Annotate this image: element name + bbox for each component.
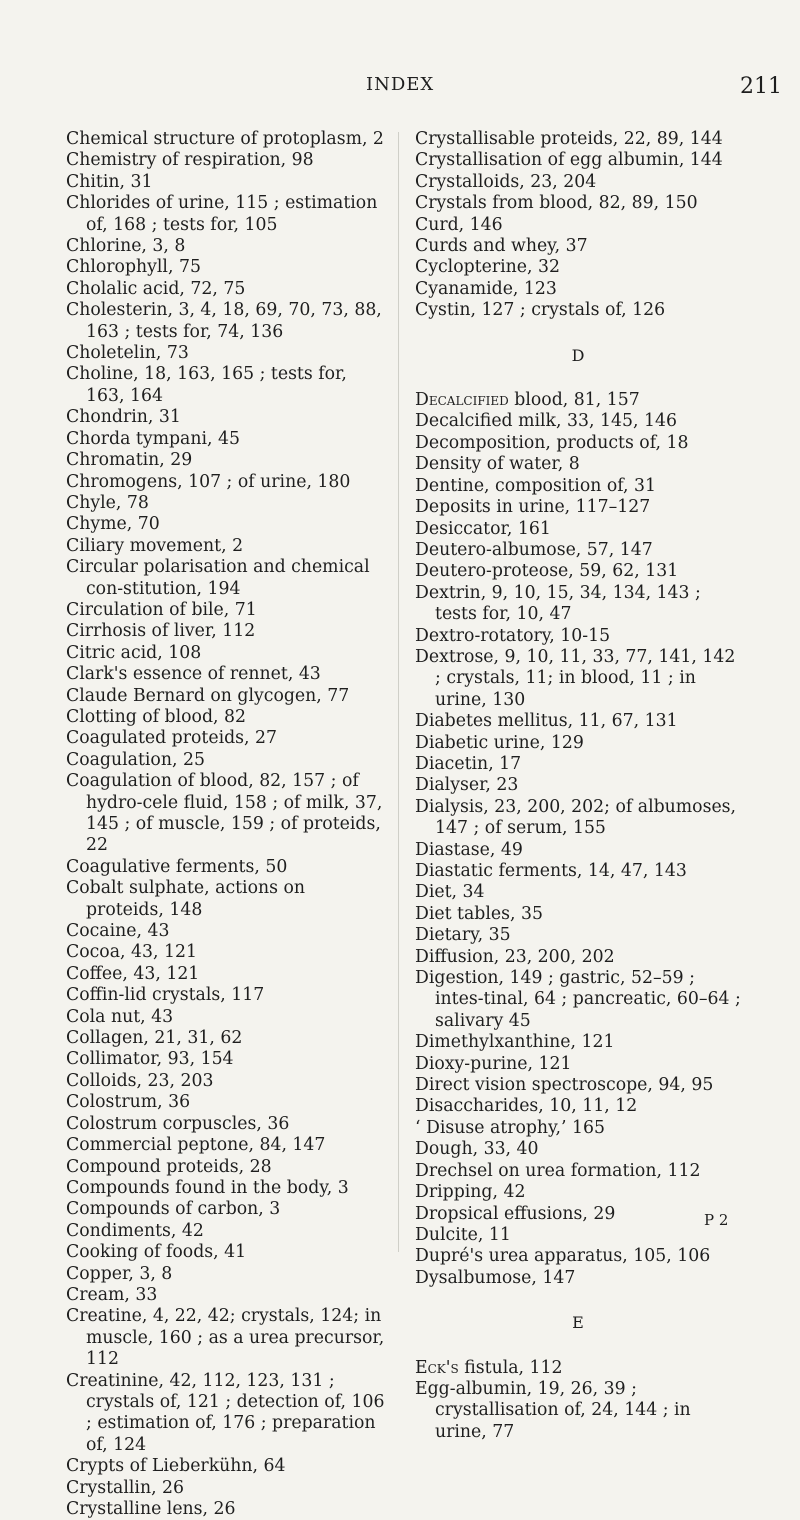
index-entry: Drechsel on urea formation, 112 bbox=[415, 1160, 701, 1181]
index-entry: Creatine, 4, 22, 42; crystals, 124; in muscle, 160 ; as a urea precursor, 112 bbox=[66, 1306, 385, 1370]
index-entry: Choline, 18, 163, 165 ; tests for, 163, 164 bbox=[66, 364, 347, 406]
column-divider bbox=[398, 132, 399, 1252]
index-entry: Desiccator, 161 bbox=[415, 518, 551, 539]
index-entry: Dietary, 35 bbox=[415, 925, 511, 946]
index-entry: Coffee, 43, 121 bbox=[66, 963, 200, 984]
index-entry: Chitin, 31 bbox=[66, 171, 153, 192]
index-entry: Dextrin, 9, 10, 15, 34, 134, 143 ; tests for, 10, 47 bbox=[415, 582, 701, 625]
index-entry: Cocoa, 43, 121 bbox=[66, 942, 197, 963]
index-entry: Compound proteids, 28 bbox=[66, 1156, 272, 1177]
index-entry: Cocaine, 43 bbox=[66, 921, 170, 942]
index-entry: Dialysis, 23, 200, 202; of albumoses, 147 ; of serum, 155 bbox=[415, 796, 737, 839]
index-entry: ‘ Disuse atrophy,’ 165 bbox=[415, 1117, 605, 1138]
index-entry: Crystallin, 26 bbox=[66, 1477, 185, 1498]
index-entry bbox=[415, 390, 741, 411]
index-entry: Disaccharides, 10, 11, 12 bbox=[415, 1096, 638, 1117]
index-group-c-continued bbox=[415, 129, 741, 322]
entry-headword: Eck's bbox=[415, 1357, 459, 1378]
index-entry: Diastatic ferments, 14, 47, 143 bbox=[415, 861, 687, 881]
index-entry: Circular polarisation and chemical con-stitution, 194 bbox=[66, 557, 370, 599]
index-entry: Diffusion, 23, 200, 202 bbox=[415, 946, 615, 967]
page-number: 211 bbox=[740, 74, 782, 99]
section-letter-e: E bbox=[572, 1313, 584, 1333]
index-entry: Colloids, 23, 203 bbox=[66, 1070, 214, 1091]
index-entry: Deutero-albumose, 57, 147 bbox=[415, 539, 653, 560]
index-entry: Coagulation, 25 bbox=[66, 749, 205, 770]
index-entry: Clotting of blood, 82 bbox=[66, 706, 246, 727]
index-entry: Egg-albumin, 19, 26, 39 ; crystallisation of, 24, 144 ; in urine, 77 bbox=[415, 1378, 691, 1442]
index-entry: Diabetic urine, 129 bbox=[415, 732, 584, 753]
entry-headword: Decalcified bbox=[415, 390, 509, 411]
index-entry: Cyanamide, 123 bbox=[415, 278, 557, 299]
index-entry: Compounds found in the body, 3 bbox=[66, 1177, 349, 1198]
page-header bbox=[0, 74, 800, 104]
index-entry: Coffin-lid crystals, 117 bbox=[66, 985, 265, 1006]
index-entry: Dripping, 42 bbox=[415, 1182, 526, 1203]
index-entry: Chorda tympani, 45 bbox=[66, 428, 240, 449]
index-entry: Cystin, 127 ; crystals of, 126 bbox=[415, 300, 666, 321]
index-entry: Diacetin, 17 bbox=[415, 753, 522, 774]
index-entry: Crystallisation of egg albumin, 144 bbox=[415, 150, 723, 171]
index-entry: Condiments, 42 bbox=[66, 1220, 204, 1241]
index-entry: Curds and whey, 37 bbox=[415, 236, 588, 257]
index-entry: Choletelin, 73 bbox=[66, 343, 189, 364]
index-entry: Diabetes mellitus, 11, 67, 131 bbox=[415, 711, 678, 732]
entry-text: blood, 81, 157 bbox=[508, 390, 640, 411]
index-entry: Chromogens, 107 ; of urine, 180 bbox=[66, 471, 351, 492]
index-entry: Crystallisable proteids, 22, 89, 144 bbox=[415, 129, 723, 149]
index-entry: Cirrhosis of liver, 112 bbox=[66, 621, 256, 642]
index-entry: Dulcite, 11 bbox=[415, 1224, 511, 1245]
index-entry: Chemistry of respiration, 98 bbox=[66, 150, 314, 171]
index-entry: Chondrin, 31 bbox=[66, 407, 181, 428]
index-entry: Dropsical effusions, 29 bbox=[415, 1203, 616, 1224]
index-entry: Coagulative ferments, 50 bbox=[66, 856, 288, 877]
index-entry: Diet tables, 35 bbox=[415, 903, 543, 924]
index-entry: Citric acid, 108 bbox=[66, 642, 202, 663]
index-entry: Claude Bernard on glycogen, 77 bbox=[66, 685, 350, 706]
index-entry: Digestion, 149 ; gastric, 52–59 ; intes-tinal, 64 ; pancreatic, 60–64 ; salivary 45 bbox=[415, 968, 741, 1031]
index-entry: Commercial peptone, 84, 147 bbox=[66, 1135, 326, 1156]
index-entry: Chlorine, 3, 8 bbox=[66, 236, 186, 257]
index-entry: Cholesterin, 3, 4, 18, 69, 70, 73, 88, 163 ; tests for, 74, 136 bbox=[66, 300, 382, 342]
index-entry: Chromatin, 29 bbox=[66, 450, 193, 471]
index-entry: Diet, 34 bbox=[415, 882, 485, 903]
index-entry: Deutero-proteose, 59, 62, 131 bbox=[415, 561, 679, 582]
entry-text: fistula, 112 bbox=[458, 1357, 563, 1378]
index-entry: Cyclopterine, 32 bbox=[415, 257, 560, 278]
index-entry: Circulation of bile, 71 bbox=[66, 599, 257, 620]
index-entry: Crystalloids, 23, 204 bbox=[415, 171, 597, 192]
running-title: INDEX bbox=[366, 74, 435, 95]
index-entry: Curd, 146 bbox=[415, 214, 503, 235]
index-entry: Collagen, 21, 31, 62 bbox=[66, 1028, 243, 1049]
index-entry: Direct vision spectroscope, 94, 95 bbox=[415, 1075, 714, 1096]
index-entry: Cholalic acid, 72, 75 bbox=[66, 278, 246, 299]
index-entry bbox=[415, 1358, 741, 1379]
index-entry: Chlorophyll, 75 bbox=[66, 257, 201, 278]
index-entry: Crystalline lens, 26 bbox=[66, 1499, 236, 1519]
index-entry: Compounds of carbon, 3 bbox=[66, 1199, 281, 1220]
index-entry: Coagulation of blood, 82, 157 ; of hydro-cele fluid, 158 ; of milk, 37, 145 ; of muscle, 159 ; of proteids, 22 bbox=[66, 771, 383, 856]
index-entry: Chyle, 78 bbox=[66, 492, 149, 513]
index-entry: Decomposition, products of, 18 bbox=[415, 432, 689, 453]
index-entry: Cobalt sulphate, actions on proteids, 148 bbox=[66, 878, 306, 920]
index-entry: Coagulated proteids, 27 bbox=[66, 728, 278, 749]
index-entry: Density of water, 8 bbox=[415, 454, 580, 475]
index-entry: Decalcified milk, 33, 145, 146 bbox=[415, 411, 677, 432]
index-entry: Clark's essence of rennet, 43 bbox=[66, 664, 321, 685]
index-group-d bbox=[415, 411, 741, 1289]
section-letter-d: D bbox=[571, 345, 585, 365]
index-entry: Ciliary movement, 2 bbox=[66, 535, 244, 556]
signature-mark: P 2 bbox=[704, 1211, 729, 1229]
index-entry: Dextro-rotatory, 10-15 bbox=[415, 625, 611, 646]
index-entry: Dimethylxanthine, 121 bbox=[415, 1032, 615, 1053]
index-entry: Diastase, 49 bbox=[415, 839, 523, 860]
index-entry: Crystals from blood, 82, 89, 150 bbox=[415, 193, 698, 214]
index-entry: Dupré's urea apparatus, 105, 106 bbox=[415, 1246, 711, 1267]
index-entry: Crypts of Lieberkühn, 64 bbox=[66, 1456, 286, 1477]
index-entry: Colostrum corpuscles, 36 bbox=[66, 1113, 290, 1134]
index-entry: Chyme, 70 bbox=[66, 514, 160, 535]
index-entry: Cola nut, 43 bbox=[66, 1006, 174, 1027]
index-entry: Deposits in urine, 117–127 bbox=[415, 497, 651, 518]
index-entry: Colostrum, 36 bbox=[66, 1092, 191, 1113]
index-column-right bbox=[415, 129, 741, 1443]
index-group-e bbox=[415, 1379, 741, 1443]
index-entry: Chlorides of urine, 115 ; estimation of, 168 ; tests for, 105 bbox=[66, 193, 378, 235]
index-entry: Copper, 3, 8 bbox=[66, 1263, 173, 1284]
index-entry: Dextrose, 9, 10, 11, 33, 77, 141, 142 ; crystals, 11; in blood, 11 ; in urine, 130 bbox=[415, 646, 736, 710]
index-column-left bbox=[66, 129, 388, 1520]
index-entry: Chemical structure of protoplasm, 2 bbox=[66, 129, 384, 149]
index-entry: Dentine, composition of, 31 bbox=[415, 475, 657, 496]
index-entry: Creatinine, 42, 112, 123, 131 ; crystals of, 121 ; detection of, 106 ; estimation of, 176 ; preparation of, 124 bbox=[66, 1370, 385, 1455]
index-entry: Dialyser, 23 bbox=[415, 775, 519, 796]
index-entry: Dysalbumose, 147 bbox=[415, 1267, 576, 1288]
index-entry: Cooking of foods, 41 bbox=[66, 1242, 247, 1263]
index-entry: Dioxy-purine, 121 bbox=[415, 1053, 572, 1074]
index-entry: Cream, 33 bbox=[66, 1284, 158, 1305]
index-entry: Collimator, 93, 154 bbox=[66, 1049, 234, 1070]
index-entry: Dough, 33, 40 bbox=[415, 1139, 539, 1160]
